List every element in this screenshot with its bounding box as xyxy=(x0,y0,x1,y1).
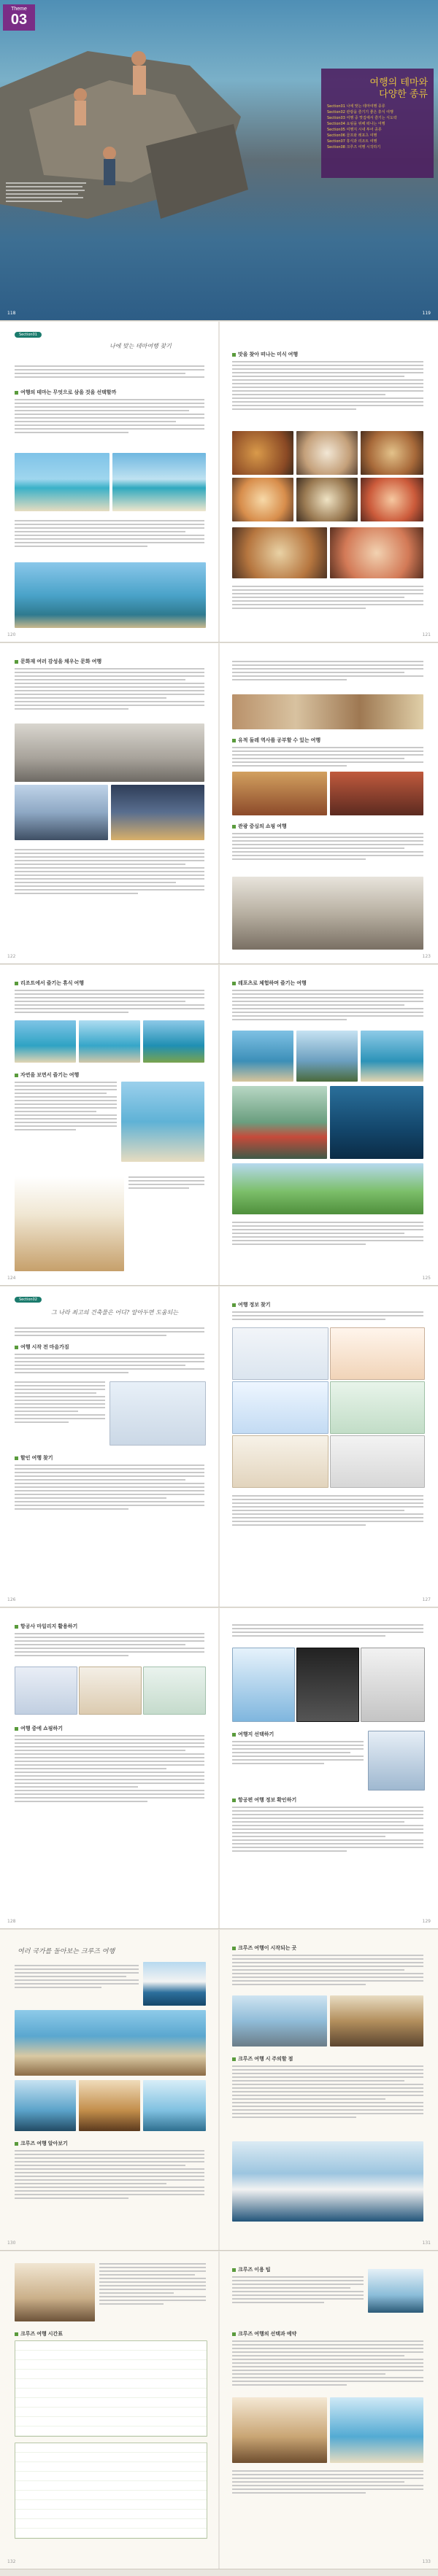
theme-number: 03 xyxy=(10,12,28,28)
body-text xyxy=(15,1327,204,1338)
chapter-title-line2: 다양한 종류 xyxy=(379,89,428,100)
market-photo xyxy=(330,772,423,815)
cruise-ship-photo xyxy=(143,1962,206,2006)
section-heading: 할인 여행 찾기 xyxy=(15,1454,53,1462)
body-text xyxy=(232,2470,423,2496)
toc-item[interactable]: Section04 쇼핑을 위해 떠나는 여행 xyxy=(327,122,385,126)
spread-7 xyxy=(0,1930,438,2251)
body-text xyxy=(232,1624,423,1639)
gutter xyxy=(218,643,220,963)
spread-6 xyxy=(0,1608,438,1929)
app-screenshot xyxy=(232,1648,295,1722)
body-text xyxy=(15,520,204,549)
body-text xyxy=(232,1955,423,1987)
body-text xyxy=(232,747,423,769)
section-heading: 크루즈 여행 알아보기 xyxy=(15,2140,68,2147)
spread-2 xyxy=(0,322,438,643)
pool-photo xyxy=(143,1020,204,1063)
section-hand-title: 나에 맞는 테마여행 찾기 xyxy=(110,343,172,349)
page-number: 133 xyxy=(422,2559,431,2564)
activity-photo xyxy=(361,1031,423,1082)
page-number: 125 xyxy=(422,1276,431,1281)
chapter-toc xyxy=(327,104,429,150)
section-heading: 여행 중에 쇼핑하기 xyxy=(15,1725,63,1732)
deckchair-photo xyxy=(15,1176,124,1271)
section-heading: 크루즈 여행 시 주의할 점 xyxy=(232,2055,293,2063)
page-number: 130 xyxy=(7,2241,16,2246)
body-text xyxy=(15,365,204,380)
street-photo xyxy=(232,694,423,729)
body-text xyxy=(232,2065,423,2120)
toc-item[interactable]: Section07 휴식과 리조트 여행 xyxy=(327,139,377,144)
page-number: 127 xyxy=(422,1597,431,1602)
body-text xyxy=(15,1965,139,1990)
website-screenshot xyxy=(330,1435,425,1488)
section-hand-title: 여러 국가를 돌아보는 크루즈 여행 xyxy=(18,1948,115,1955)
cruise-pool-photo xyxy=(330,2397,423,2463)
resort-photo xyxy=(121,1082,204,1162)
activity-photo xyxy=(296,1031,358,1082)
port-photo xyxy=(232,1995,327,2047)
section-heading: 자연을 보면서 즐기는 여행 xyxy=(15,1071,79,1079)
section-heading: 유적 둘레 역사를 공부할 수 있는 여행 xyxy=(232,737,320,744)
body-text xyxy=(15,1464,204,1512)
body-text xyxy=(232,833,423,862)
beach-photo xyxy=(112,453,206,511)
section-heading: 문화재 여러 감성을 채우는 문화 여행 xyxy=(15,658,101,665)
intro-paragraph xyxy=(6,182,86,204)
golf-photo xyxy=(232,1163,423,1214)
food-photo xyxy=(232,478,293,521)
body-text xyxy=(232,1311,423,1322)
cruise-photo xyxy=(15,2080,76,2131)
toc-item[interactable]: Section01 나에 맞는 테마여행 종류 xyxy=(327,104,385,109)
theme-label: Theme xyxy=(11,7,27,12)
chapter-title-panel xyxy=(321,69,434,178)
cruise-photo xyxy=(368,2269,423,2313)
app-screenshot xyxy=(110,1381,206,1446)
section-heading: 맛을 찾아 떠나는 미식 여행 xyxy=(232,351,298,358)
toc-item[interactable]: Section06 골프와 레포츠 여행 xyxy=(327,133,377,138)
website-screenshot xyxy=(143,1667,206,1715)
cruise-photo xyxy=(79,2080,140,2131)
pool-photo xyxy=(15,1020,76,1063)
spread-1 xyxy=(0,0,438,321)
gutter xyxy=(218,322,220,642)
architecture-photo xyxy=(15,785,108,840)
section-tag: Section02 xyxy=(15,1297,42,1303)
page-number: 119 xyxy=(422,311,431,316)
body-text xyxy=(232,1807,423,1854)
food-photo xyxy=(361,478,423,521)
port-photo xyxy=(330,1995,423,2047)
toc-item[interactable]: Section02 관광을 즐기기 좋은 휴식 여행 xyxy=(327,110,393,115)
cruise-deck-photo xyxy=(15,2010,206,2076)
beach-photo xyxy=(15,453,110,511)
toc-item[interactable]: Section08 크루즈 여행 시작하기 xyxy=(327,145,381,150)
museum-photo xyxy=(15,723,204,782)
gutter xyxy=(218,1287,220,1607)
section-heading: 크루즈 여행이 시작되는 곳 xyxy=(232,1944,296,1952)
body-text xyxy=(232,586,423,611)
itinerary-table xyxy=(15,2340,207,2437)
cruise-cabin-photo xyxy=(15,2263,95,2321)
body-text xyxy=(15,1082,117,1133)
section-heading: 항공편 여행 정보 확인하기 xyxy=(232,1796,296,1804)
section-heading: 관광 중심의 쇼핑 여행 xyxy=(232,823,287,830)
page-number: 132 xyxy=(7,2559,16,2564)
app-screenshot xyxy=(368,1731,425,1791)
body-text xyxy=(15,990,204,1015)
body-text xyxy=(15,1354,204,1376)
body-text xyxy=(232,1222,423,1247)
body-text xyxy=(15,668,204,712)
gutter xyxy=(218,965,220,1285)
body-text xyxy=(232,661,423,683)
body-text xyxy=(232,2340,423,2388)
toc-item[interactable]: Section03 여행 중 맛집에서 즐기는 식도락 xyxy=(327,116,397,120)
rafting-photo xyxy=(232,1086,327,1159)
food-photo xyxy=(232,431,293,475)
body-text xyxy=(15,1381,105,1425)
food-photo xyxy=(330,527,423,578)
website-screenshot xyxy=(232,1435,328,1488)
body-text xyxy=(232,2276,364,2305)
theme-badge xyxy=(3,4,35,31)
body-text xyxy=(232,1741,364,1766)
page-number: 121 xyxy=(422,632,431,637)
toc-item[interactable]: Section05 여행지 시내 투어 종류 xyxy=(327,128,382,132)
page-number: 123 xyxy=(422,954,431,959)
body-text xyxy=(232,990,423,1023)
pool-photo xyxy=(79,1020,140,1063)
cruise-photo xyxy=(143,2080,206,2131)
body-text xyxy=(99,2263,206,2307)
chapter-title-line1: 여행의 테마와 xyxy=(369,77,428,88)
page-number: 122 xyxy=(7,954,16,959)
activity-photo xyxy=(232,1031,293,1082)
food-photo xyxy=(296,431,358,475)
page-number: 124 xyxy=(7,1276,16,1281)
spread-8 xyxy=(0,2251,438,2569)
website-screenshot xyxy=(232,1327,328,1380)
food-photo xyxy=(361,431,423,475)
architecture-photo xyxy=(111,785,204,840)
cruise-photo xyxy=(232,2141,423,2222)
section-heading: 항공사 마일리지 활용하기 xyxy=(15,1623,77,1630)
section-heading: 크루즈 이용 팁 xyxy=(232,2266,270,2273)
body-text xyxy=(15,2150,204,2201)
website-screenshot xyxy=(15,1667,77,1715)
body-text xyxy=(15,849,204,896)
page-number: 129 xyxy=(422,1919,431,1924)
food-photo xyxy=(296,478,358,521)
section-heading: 크루즈 여행 시간표 xyxy=(15,2330,63,2338)
spread-4 xyxy=(0,965,438,1286)
section-heading: 리조트에서 즐기는 휴식 여행 xyxy=(15,979,84,987)
chapter-title xyxy=(362,77,428,101)
page-number: 118 xyxy=(7,311,16,316)
gutter xyxy=(218,2251,220,2569)
spread-5 xyxy=(0,1287,438,1607)
section-tag: Section01 xyxy=(15,332,42,338)
website-screenshot xyxy=(232,1381,328,1434)
body-text xyxy=(15,399,204,435)
gutter xyxy=(218,1930,220,2250)
body-text xyxy=(232,361,423,412)
section-heading: 레포츠로 체험하며 즐기는 여행 xyxy=(232,979,307,987)
diving-photo xyxy=(330,1086,423,1159)
cruise-dining-photo xyxy=(232,2397,327,2463)
spread-3 xyxy=(0,643,438,964)
website-screenshot xyxy=(79,1667,142,1715)
body-text xyxy=(15,1735,204,1804)
section-heading: 여행지 선택하기 xyxy=(232,1731,274,1738)
website-screenshot xyxy=(330,1381,425,1434)
app-screenshot xyxy=(296,1648,359,1722)
shopping-photo xyxy=(232,877,423,950)
section-hand-title: 그 나라 최고의 건축물은 어디? 알아두면 도움되는 xyxy=(51,1309,179,1316)
itinerary-table xyxy=(15,2443,207,2539)
section-heading: 여행 정보 찾기 xyxy=(232,1301,270,1308)
body-text xyxy=(15,1633,204,1659)
market-photo xyxy=(232,772,327,815)
page-number: 120 xyxy=(7,632,16,637)
food-photo xyxy=(232,527,327,578)
gutter xyxy=(218,1608,220,1928)
body-text xyxy=(128,1176,204,1191)
section-heading: 크루즈 여행의 선택과 예약 xyxy=(232,2330,296,2338)
page-number: 128 xyxy=(7,1919,16,1924)
body-text xyxy=(232,1495,423,1528)
page-number: 131 xyxy=(422,2241,431,2246)
section-heading: 여행의 테마는 무엇으로 삼을 것을 선택할까 xyxy=(15,389,116,396)
section-heading: 여행 시작 전 마음가짐 xyxy=(15,1343,69,1351)
page-number: 126 xyxy=(7,1597,16,1602)
website-screenshot xyxy=(330,1327,425,1380)
app-screenshot xyxy=(361,1648,425,1722)
coast-photo xyxy=(15,562,206,628)
